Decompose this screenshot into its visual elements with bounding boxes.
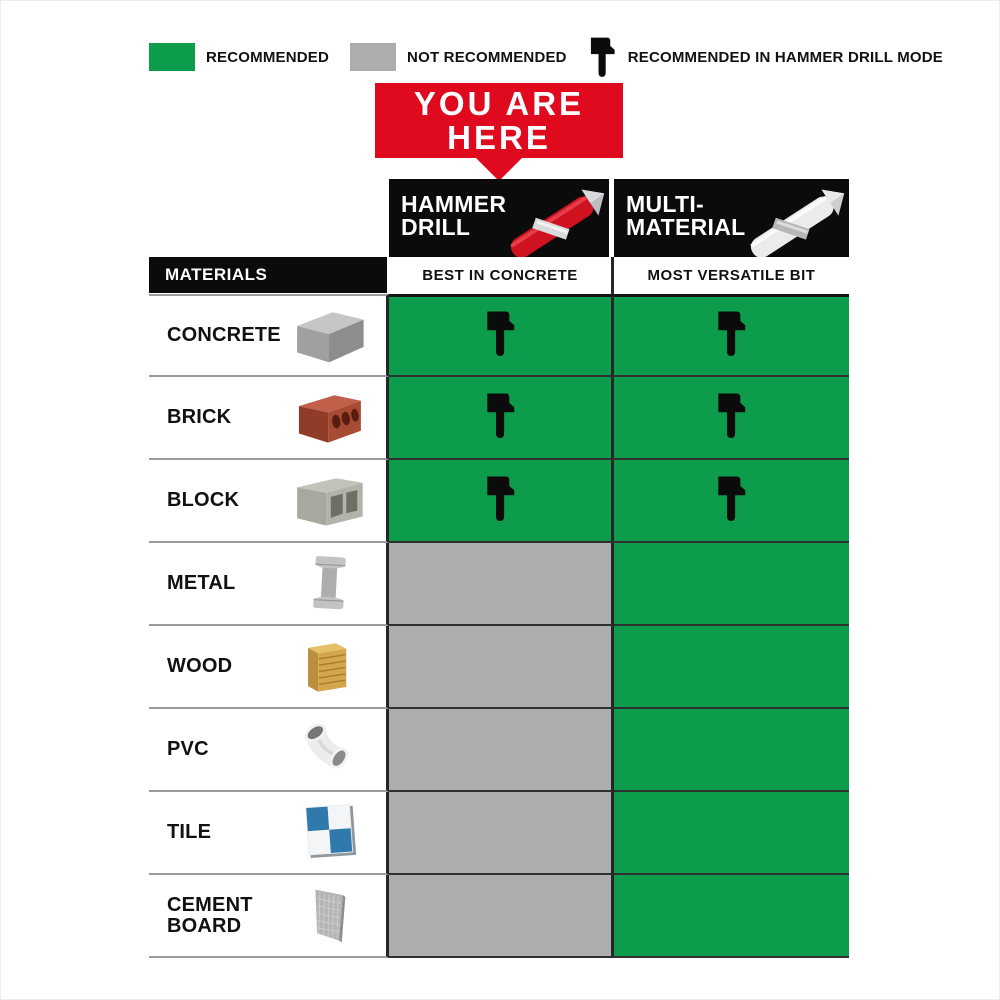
legend-item-hammer-mode xyxy=(588,34,943,80)
hammer-icon xyxy=(588,34,617,80)
cell-pvc-multi-material-recommended xyxy=(614,709,849,792)
cell-block-multi-material-recommended-hammer xyxy=(614,460,849,543)
material-label: TILE xyxy=(167,821,212,843)
material-label-cell xyxy=(149,792,389,875)
cell-wood-hammer-drill-not-recommended xyxy=(389,626,614,709)
legend-item-recommended xyxy=(149,43,329,71)
subtitle-best-in-concrete: BEST IN CONCRETE xyxy=(389,257,614,294)
green-swatch-icon xyxy=(149,43,195,71)
column-headers xyxy=(389,179,849,257)
column-title-line1: HAMMER xyxy=(401,191,507,217)
hammer-mode-icon xyxy=(715,390,748,446)
column-title xyxy=(626,193,746,239)
cell-wood-multi-material-recommended xyxy=(614,626,849,709)
column-header-hammer-drill xyxy=(389,179,609,257)
legend-label: RECOMMENDED IN HAMMER DRILL MODE xyxy=(627,48,944,66)
cell-metal-multi-material-recommended xyxy=(614,543,849,626)
banner-pointer-arrow-icon xyxy=(476,158,522,181)
material-label-cell xyxy=(149,875,389,958)
material-label: BRICK xyxy=(167,406,232,428)
material-label: METAL xyxy=(167,572,236,594)
subtitle-most-versatile-bit: MOST VERSATILE BIT xyxy=(614,257,849,294)
material-label-cell xyxy=(149,377,389,460)
column-title-line1: MULTI- xyxy=(626,191,705,217)
red-drill-bit-icon xyxy=(503,179,609,257)
legend-item-not-recommended xyxy=(350,43,567,71)
cell-pvc-hammer-drill-not-recommended xyxy=(389,709,614,792)
cell-cement-board-multi-material-recommended xyxy=(614,875,849,958)
brick-icon xyxy=(288,385,370,451)
material-label-cell xyxy=(149,294,389,377)
cell-cement-board-hammer-drill-not-recommended xyxy=(389,875,614,958)
legend-label: NOT RECOMMENDED xyxy=(407,48,567,66)
column-subtitles xyxy=(389,257,849,294)
material-label: CONCRETE xyxy=(167,324,281,346)
banner-text-line1: YOU ARE xyxy=(413,84,585,122)
material-label: PVC xyxy=(167,738,209,760)
material-label-cell xyxy=(149,626,389,709)
wood-block-icon xyxy=(288,634,370,700)
material-label: BLOCK xyxy=(167,489,240,511)
material-label: CEMENT BOARD xyxy=(167,893,253,937)
hammer-mode-icon xyxy=(484,473,517,529)
cinder-block-icon xyxy=(288,468,370,534)
cell-concrete-hammer-drill-recommended-hammer xyxy=(389,294,614,377)
cell-brick-multi-material-recommended-hammer xyxy=(614,377,849,460)
cell-concrete-multi-material-recommended-hammer xyxy=(614,294,849,377)
metal-ibeam-icon xyxy=(288,551,370,617)
concrete-block-icon xyxy=(288,303,370,369)
cell-brick-hammer-drill-recommended-hammer xyxy=(389,377,614,460)
material-label: WOOD xyxy=(167,655,233,677)
hammer-mode-icon xyxy=(715,308,748,364)
legend xyxy=(149,31,964,83)
column-title xyxy=(401,193,506,239)
cell-tile-hammer-drill-not-recommended xyxy=(389,792,614,875)
tile-icon xyxy=(288,800,370,866)
materials-header: MATERIALS xyxy=(149,257,387,293)
hammer-mode-icon xyxy=(715,473,748,529)
banner-text-line2: HERE xyxy=(447,118,551,156)
pvc-pipe-icon xyxy=(288,717,370,783)
hammer-mode-icon xyxy=(484,308,517,364)
gray-swatch-icon xyxy=(350,43,396,71)
material-label-cell xyxy=(149,709,389,792)
hammer-mode-icon xyxy=(484,390,517,446)
column-title-line2: DRILL xyxy=(401,214,471,240)
cement-board-icon xyxy=(288,883,370,949)
column-header-multi-material xyxy=(614,179,849,257)
you-are-here-banner xyxy=(375,83,623,158)
material-label-cell xyxy=(149,460,389,543)
cell-tile-multi-material-recommended xyxy=(614,792,849,875)
column-title-line2: MATERIAL xyxy=(626,214,746,240)
cell-block-hammer-drill-recommended-hammer xyxy=(389,460,614,543)
materials-table xyxy=(149,294,849,958)
cell-metal-hammer-drill-not-recommended xyxy=(389,543,614,626)
material-label-cell xyxy=(149,543,389,626)
white-drill-bit-icon xyxy=(743,179,849,257)
legend-label: RECOMMENDED xyxy=(206,48,330,66)
